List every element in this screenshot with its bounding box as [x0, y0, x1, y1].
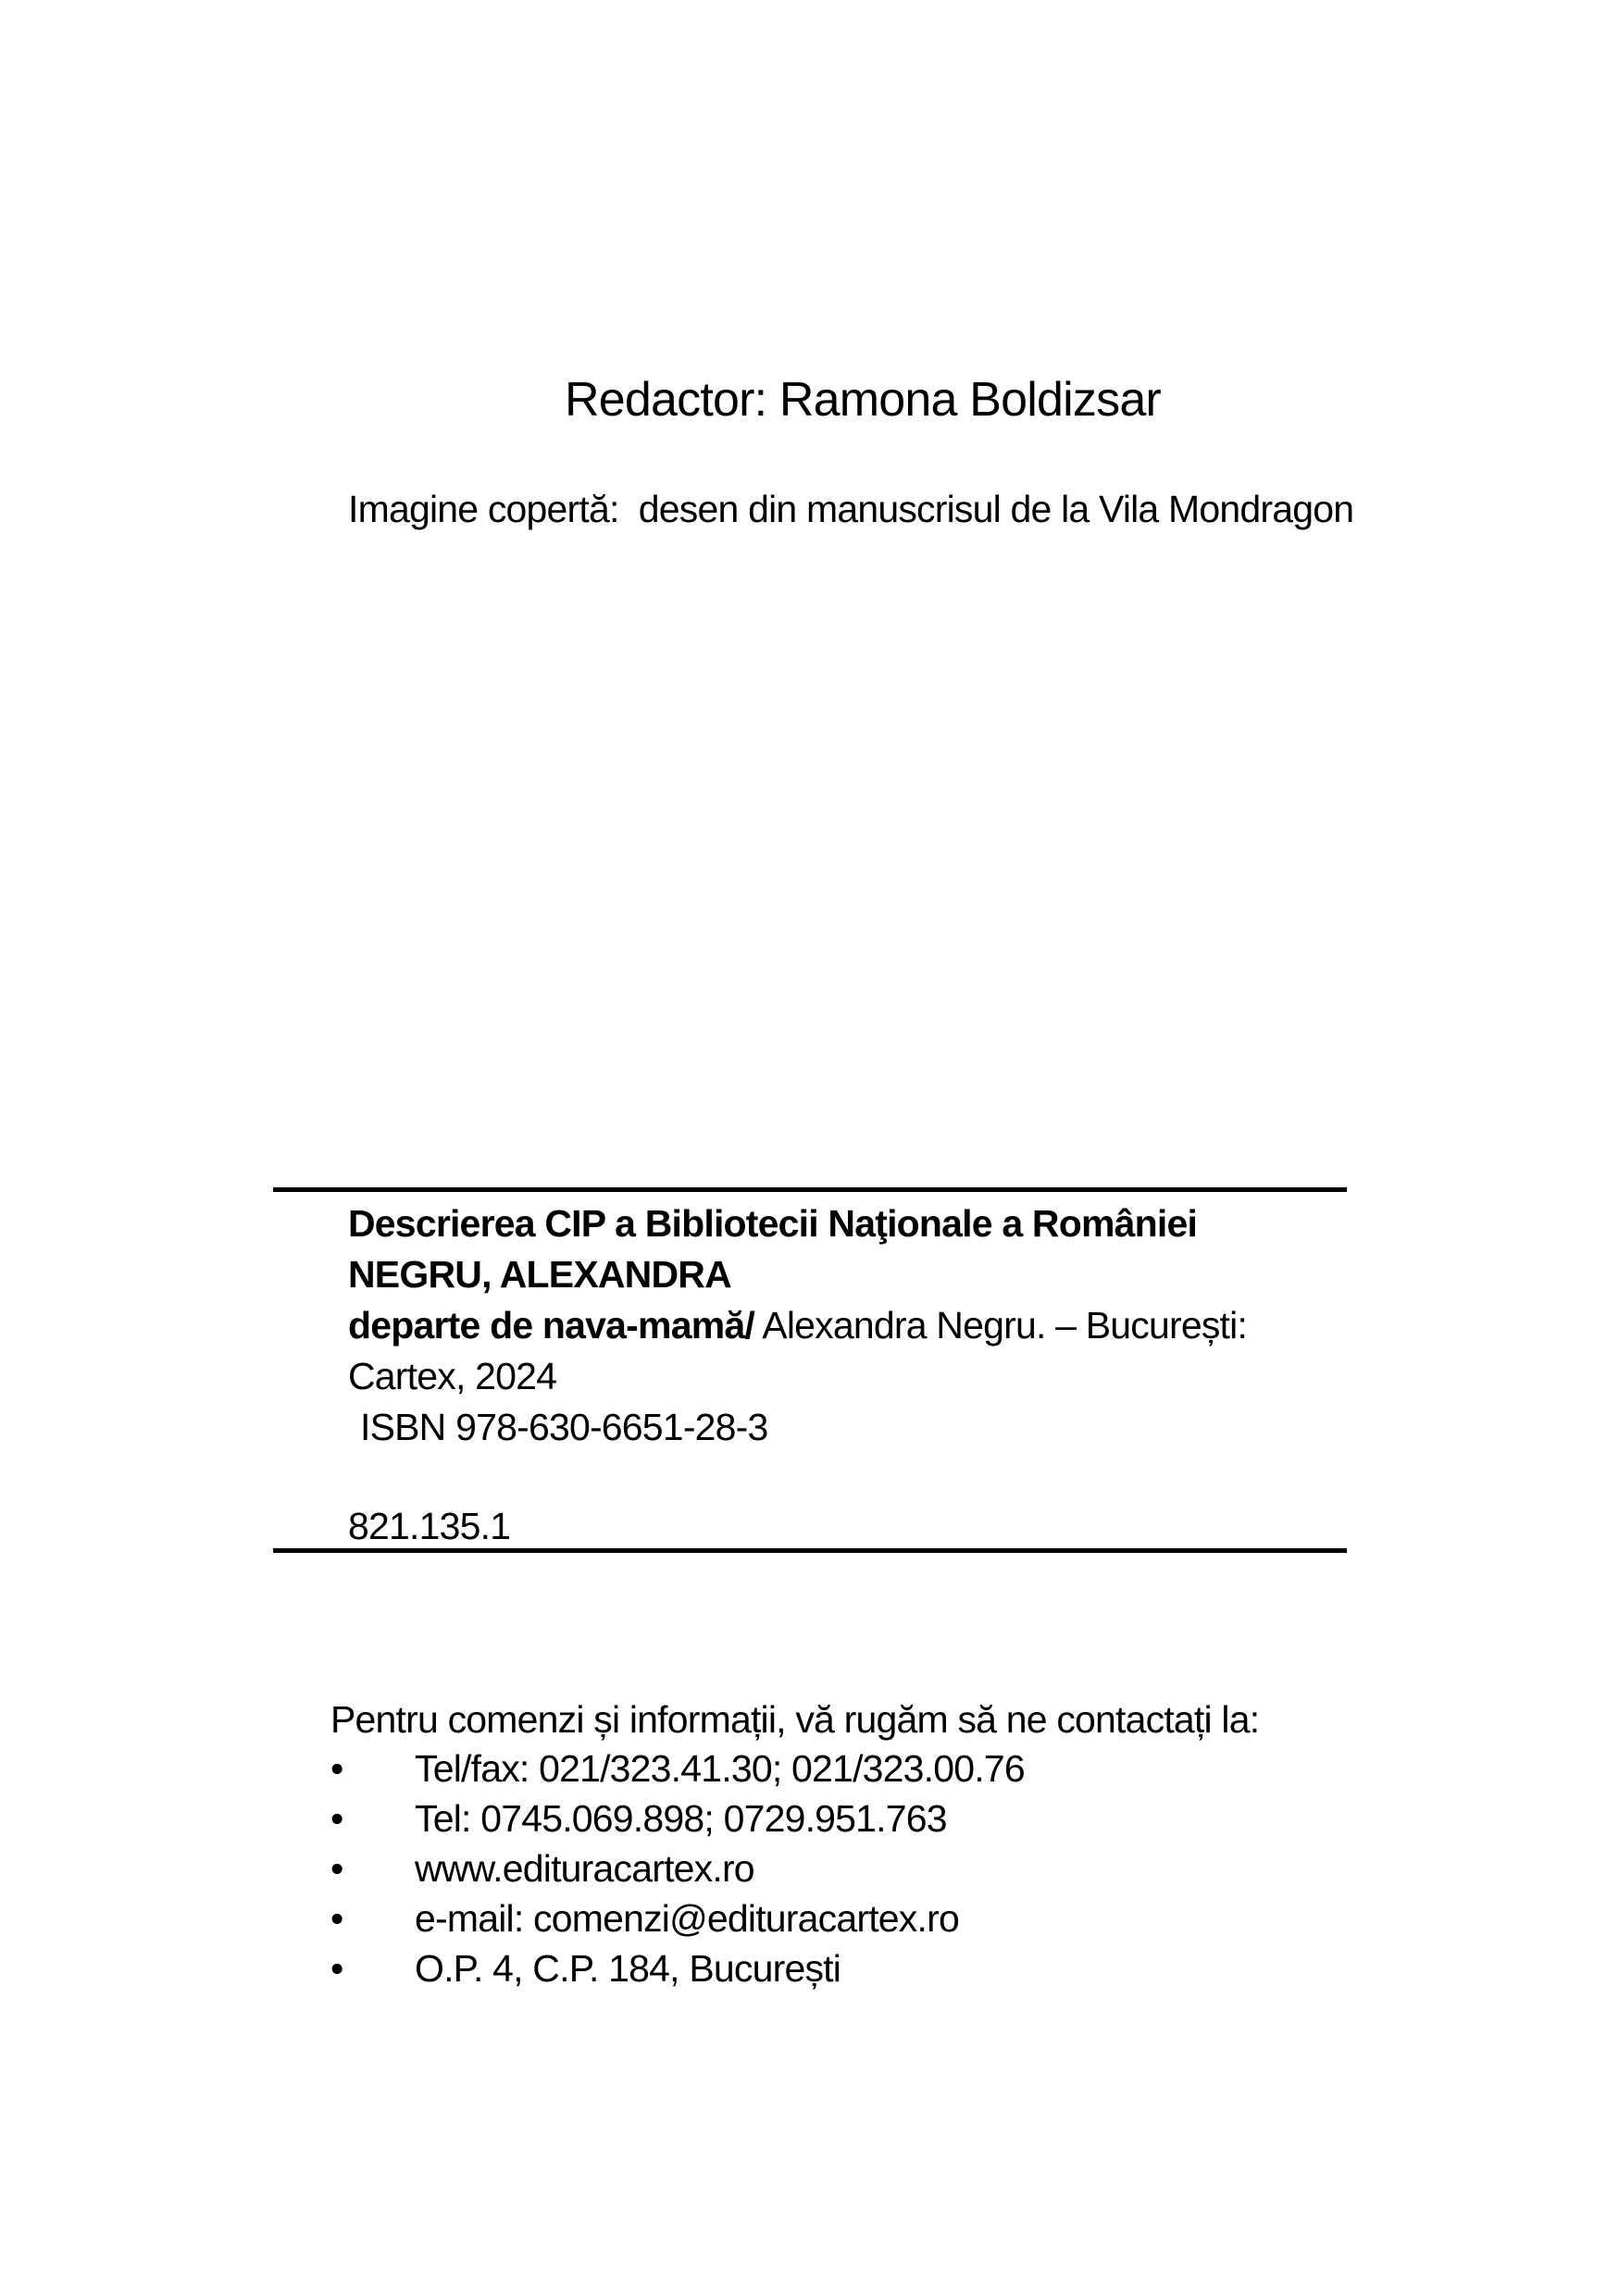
cip-spacer [348, 1453, 1247, 1501]
bullet-icon: • [330, 1797, 343, 1840]
bullet-icon: • [330, 1847, 343, 1890]
cip-author: NEGRU, ALEXANDRA [348, 1253, 731, 1296]
contact-item-label: www.edituracartex.ro [415, 1847, 754, 1890]
bullet-icon: • [330, 1897, 343, 1940]
contact-item-label: O.P. 4, C.P. 184, București [415, 1947, 841, 1990]
cip-book-title: departe de nava-mamă/ [348, 1304, 754, 1347]
bullet-icon: • [330, 1747, 343, 1790]
udc-number: 821.135.1 [348, 1505, 511, 1547]
contact-item-label: Tel/fax: 021/323.41.30; 021/323.00.76 [415, 1747, 1025, 1790]
cip-title-rest: Alexandra Negru. – București: [753, 1304, 1248, 1347]
cover-image-credit-line: Imagine copertă: desen din manuscrisul de la Vila Mondragon [348, 488, 1354, 530]
contact-item-telfax [330, 1744, 1025, 1793]
isbn-line: ISBN 978-630-6651-28-3 [360, 1406, 768, 1448]
redactor-line: Redactor: Ramona Boldizsar [565, 373, 1161, 427]
cip-bottom-rule [273, 1548, 1347, 1553]
bullet-icon: • [330, 1947, 343, 1990]
contact-item-website [330, 1843, 1025, 1893]
contact-item-postal [330, 1943, 1025, 1993]
contact-item-label: Tel: 0745.069.898; 0729.951.763 [415, 1797, 947, 1840]
cip-title-line [348, 1300, 1247, 1351]
contact-item-email [330, 1893, 1025, 1943]
contact-intro-line: Pentru comenzi și informații, vă rugăm să ne contactați la: [330, 1698, 1260, 1741]
contact-item-label: e-mail: comenzi@edituracartex.ro [415, 1897, 959, 1940]
contact-item-tel [330, 1793, 1025, 1843]
cip-heading: Descrierea CIP a Bibliotecii Naţionale a României [348, 1202, 1198, 1245]
cip-top-rule [273, 1187, 1347, 1192]
contact-list [330, 1744, 1025, 1993]
cip-description-block [348, 1198, 1247, 1552]
cip-publisher-line: Cartex, 2024 [348, 1355, 557, 1397]
